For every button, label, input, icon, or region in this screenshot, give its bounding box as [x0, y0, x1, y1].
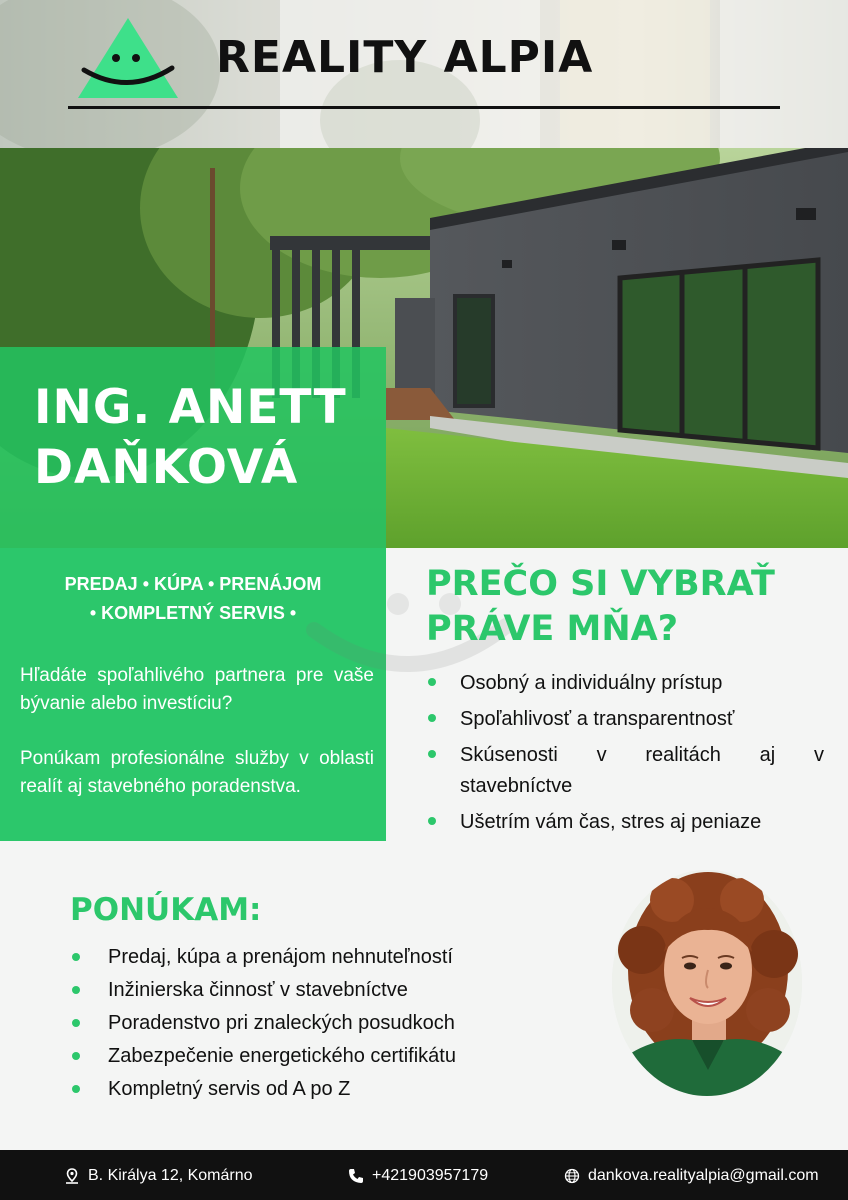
address-text: B. Királya 12, Komárno — [88, 1167, 253, 1184]
list-item: Ušetrím vám čas, stres aj peniaze — [424, 807, 824, 838]
why-title-line2: PRÁVE MŇA? — [426, 609, 679, 649]
agent-portrait — [612, 870, 802, 1096]
services-line1: PREDAJ • KÚPA • PRENÁJOM — [64, 574, 322, 594]
bullet-icon — [72, 1052, 80, 1060]
bullet-icon — [72, 953, 80, 961]
footer-phone[interactable] — [348, 1167, 488, 1185]
phone-text: +421903957179 — [372, 1167, 489, 1184]
intro-paragraph-1: Hľadáte spoľahlivého partnera pre vaše bývanie alebo investíciu? — [20, 665, 374, 714]
footer-contact-bar — [0, 1150, 848, 1200]
agent-name — [34, 378, 347, 498]
footer-email[interactable] — [564, 1167, 819, 1185]
agent-name-line1: ING. ANETT — [34, 380, 347, 435]
email-text: dankova.realityalpia@gmail.com — [588, 1167, 819, 1184]
brand-divider — [68, 106, 780, 109]
bullet-icon — [428, 750, 436, 758]
agent-name-line2: DAŇKOVÁ — [34, 440, 299, 495]
intro-paragraph-2: Ponúkam profesionálne služby v oblasti realít aj stavebného poradenstva. — [20, 748, 374, 797]
bullet-icon — [428, 678, 436, 686]
location-pin-icon — [64, 1168, 80, 1184]
header-banner — [0, 0, 848, 148]
footer-address — [64, 1167, 253, 1185]
brand-name: REALITY ALPIA — [216, 32, 594, 83]
phone-icon — [348, 1168, 364, 1184]
list-item: Inžinierska činnosť v stavebníctve — [68, 974, 568, 1007]
bullet-icon — [72, 986, 80, 994]
bullet-icon — [72, 1019, 80, 1027]
list-item: Osobný a individuálny prístup — [424, 668, 824, 699]
list-item: Predaj, kúpa a prenájom nehnuteľností — [68, 941, 568, 974]
why-list — [424, 668, 824, 843]
services-line2: • KOMPLETNÝ SERVIS • — [89, 603, 297, 623]
offer-list — [68, 941, 568, 1106]
offer-title: PONÚKAM: — [70, 892, 262, 928]
list-item: Kompletný servis od A po Z — [68, 1073, 568, 1106]
bullet-icon — [428, 714, 436, 722]
bullet-icon — [72, 1085, 80, 1093]
list-item: Skúsenosti v realitách aj v stavebníctve — [424, 740, 824, 802]
why-title-line1: PREČO SI VYBRAŤ — [426, 564, 775, 604]
logo-icon — [78, 18, 178, 98]
list-item: Poradenstvo pri znaleckých posudkoch — [68, 1007, 568, 1040]
globe-icon — [564, 1168, 580, 1184]
list-item: Zabezpečenie energetického certifikátu — [68, 1040, 568, 1073]
list-item: Spoľahlivosť a transparentnosť — [424, 704, 824, 735]
why-title — [426, 562, 775, 652]
bullet-icon — [428, 817, 436, 825]
